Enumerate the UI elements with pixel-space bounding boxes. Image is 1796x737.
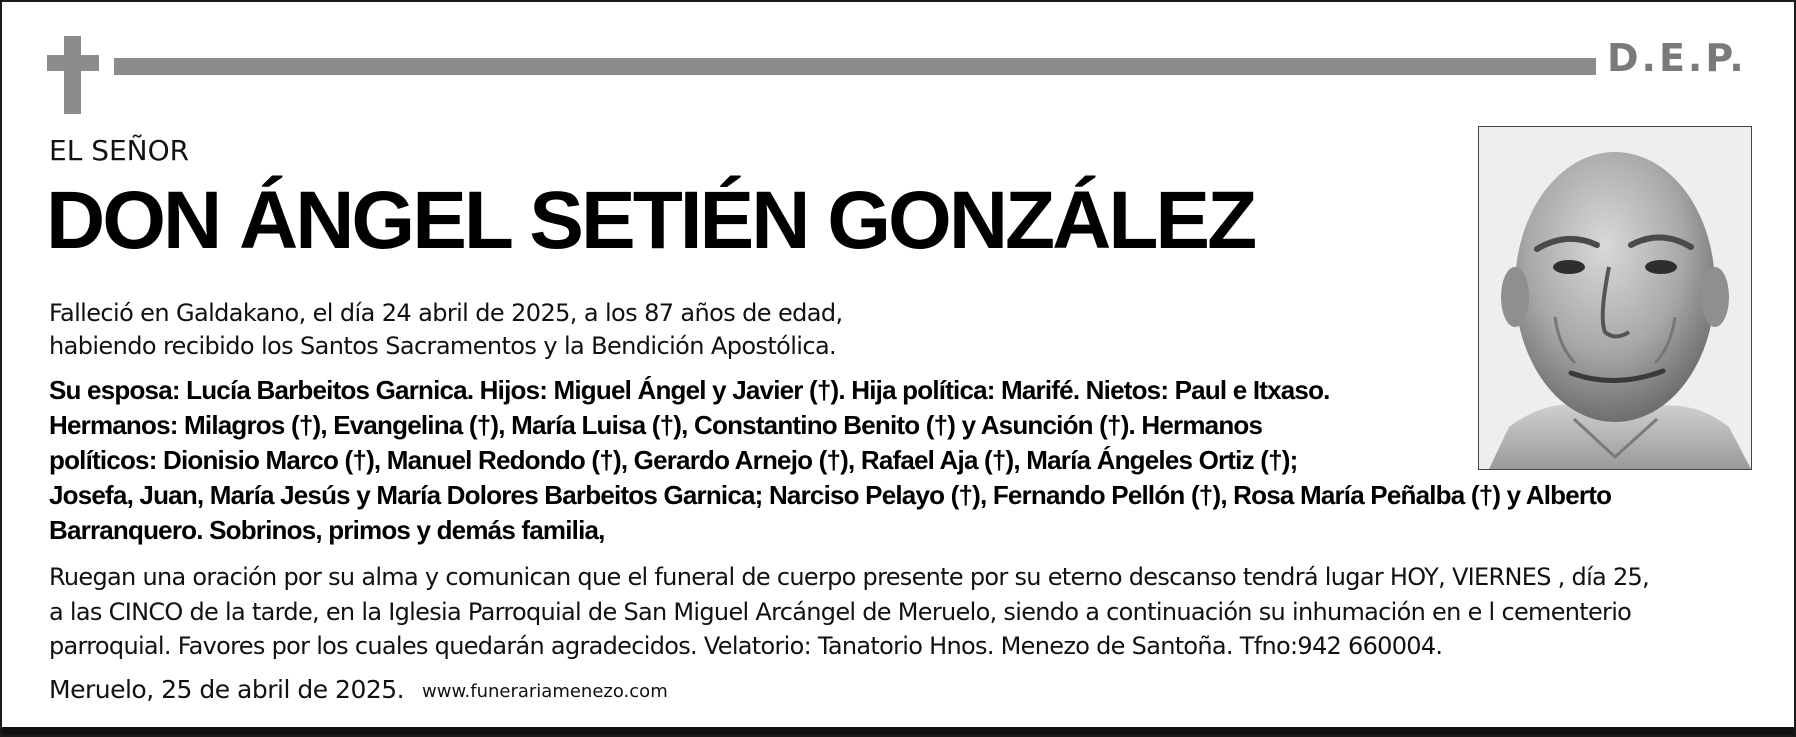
funeral-line: Ruegan una oración por su alma y comunican que el funeral de cuerpo presente por su eterno descanso tendrá lugar HOY, VIERNES , día 25, bbox=[49, 563, 1650, 591]
deceased-name: DON ÁNGEL SETIÉN GONZÁLEZ bbox=[46, 175, 1255, 266]
family-line: Barranquero. Sobrinos, primos y demás familia, bbox=[49, 515, 605, 545]
death-notice-line: Falleció en Galdakano, el día 24 abril de 2025, a los 87 años de edad, bbox=[49, 299, 843, 327]
place-date: Meruelo, 25 de abril de 2025. bbox=[49, 675, 405, 704]
dep-label: D.E.P. bbox=[1607, 36, 1747, 80]
family-line: Su esposa: Lucía Barbeitos Garnica. Hijos: Miguel Ángel y Javier (†). Hija política: Marifé. Nietos: Paul e Itxaso. bbox=[49, 375, 1330, 405]
portrait-illustration bbox=[1479, 127, 1751, 469]
family-line: Hermanos: Milagros (†), Evangelina (†), María Luisa (†), Constantino Benito (†) y Asunción (†). Hermanos bbox=[49, 410, 1263, 440]
family-line: políticos: Dionisio Marco (†), Manuel Redondo (†), Gerardo Arnejo (†), Rafael Aja (†), María Ángeles Ortiz (†); bbox=[49, 445, 1298, 475]
header-rule bbox=[114, 58, 1596, 75]
death-notice-line: habiendo recibido los Santos Sacramentos y la Bendición Apostólica. bbox=[49, 332, 837, 360]
family-line: Josefa, Juan, María Jesús y María Dolores Barbeitos Garnica; Narciso Pelayo (†), Fernando Pellón (†), Rosa María Peñalba (†) y Alberto bbox=[49, 480, 1612, 510]
cross-vertical-bar bbox=[64, 36, 81, 114]
cross-horizontal-bar bbox=[47, 55, 99, 71]
salutation: EL SEÑOR bbox=[49, 134, 190, 167]
funeral-line: parroquial. Favores por los cuales quedarán agradecidos. Velatorio: Tanatorio Hnos. Menezo de Santoña. Tfno:942 660004. bbox=[49, 632, 1443, 660]
website-link[interactable]: www.funerariamenezo.com bbox=[422, 681, 668, 702]
funeral-line: a las CINCO de la tarde, en la Iglesia Parroquial de San Miguel Arcángel de Meruelo, siendo a continuación su inhumación en e l cementerio bbox=[49, 598, 1632, 626]
bottom-border-bar bbox=[2, 727, 1794, 735]
portrait-photo bbox=[1478, 126, 1752, 470]
